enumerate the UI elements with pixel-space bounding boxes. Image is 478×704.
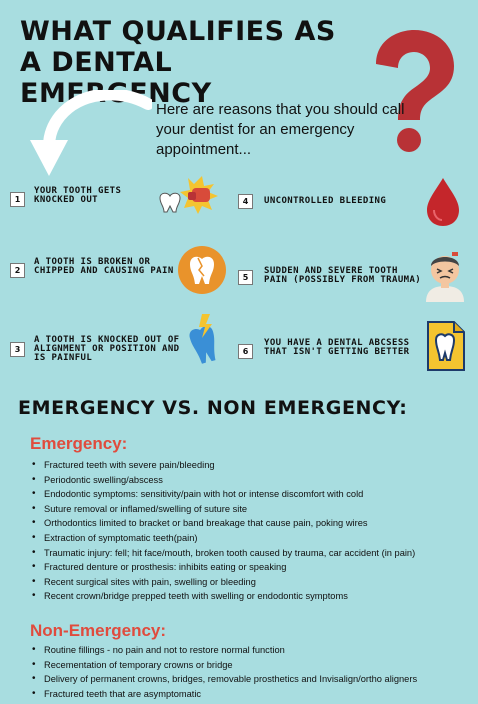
curved-arrow-icon (22, 90, 152, 182)
emergency-heading: Emergency: (30, 434, 128, 453)
pain-face-icon (422, 248, 468, 302)
list-item: • Periodontic swelling/abscess (29, 473, 415, 488)
reason-number: 2 (10, 263, 25, 278)
reason-number: 3 (10, 342, 25, 357)
list-item: • Extraction of symptomatic teeth(pain) (29, 531, 415, 546)
list-item: • Recementation of temporary crowns or bridge (29, 658, 417, 673)
intro-text: Here are reasons that you should call your dentist for an emergency appointment... (156, 101, 405, 158)
reason-number: 6 (238, 344, 253, 359)
list-item: • Recent surgical sites with pain, swelling or bleeding (29, 575, 415, 590)
dental-abscess-icon (424, 318, 468, 374)
list-item: • Delivery of permanent crowns, bridges, removable prosthetics and Invisalign/ortho aligners (29, 672, 417, 687)
emergency-list (29, 458, 415, 604)
section-title: EMERGENCY VS. NON EMERGENCY: (18, 397, 408, 419)
reason-number: 1 (10, 192, 25, 207)
list-item: • Suture removal or inflamed/swelling of suture site (29, 502, 415, 517)
non-emergency-list (29, 643, 417, 701)
reason-text: A TOOTH IS BROKEN OR CHIPPED AND CAUSING PAIN (34, 257, 174, 276)
non-emergency-heading: Non-Emergency: (30, 621, 167, 640)
broken-tooth-icon (178, 246, 226, 294)
reason-text: YOUR TOOTH GETS KNOCKED OUT (34, 186, 122, 205)
reason-text: SUDDEN AND SEVERE TOOTH PAIN (POSSIBLY FROM TRAUMA) (264, 266, 422, 285)
reason-text: YOU HAVE A DENTAL ABCSESS THAT ISN'T GETTING BETTER (264, 338, 410, 357)
list-item: • Recent crown/bridge prepped teeth with swelling or endodontic symptoms (29, 589, 415, 604)
blood-drop-icon (424, 176, 462, 228)
reason-number: 5 (238, 270, 253, 285)
page-title: WHAT QUALIFIES AS A DENTAL EMERGENCY (20, 16, 336, 109)
list-item: • Traumatic injury: fell; hit face/mouth, broken tooth caused by trauma, car accident (in pain) (29, 546, 415, 561)
misaligned-tooth-icon (184, 312, 228, 372)
list-item: • Routine fillings - no pain and not to restore normal function (29, 643, 417, 658)
list-item: • Fractured teeth with severe pain/bleeding (29, 458, 415, 473)
list-item: • Fractured denture or prosthesis: inhibits eating or speaking (29, 560, 415, 575)
list-item: • Endodontic symptoms: sensitivity/pain with hot or intense discomfort with cold (29, 487, 415, 502)
list-item: • Orthodontics limited to bracket or band breakage that cause pain, poking wires (29, 516, 415, 531)
knocked-tooth-icon (158, 174, 220, 216)
reason-number: 4 (238, 194, 253, 209)
list-item: • Fractured teeth that are asymptomatic (29, 687, 417, 702)
reason-text: UNCONTROLLED BLEEDING (264, 196, 387, 206)
reason-text: A TOOTH IS KNOCKED OUT OF ALIGNMENT OR POSITION AND IS PAINFUL (34, 335, 180, 363)
